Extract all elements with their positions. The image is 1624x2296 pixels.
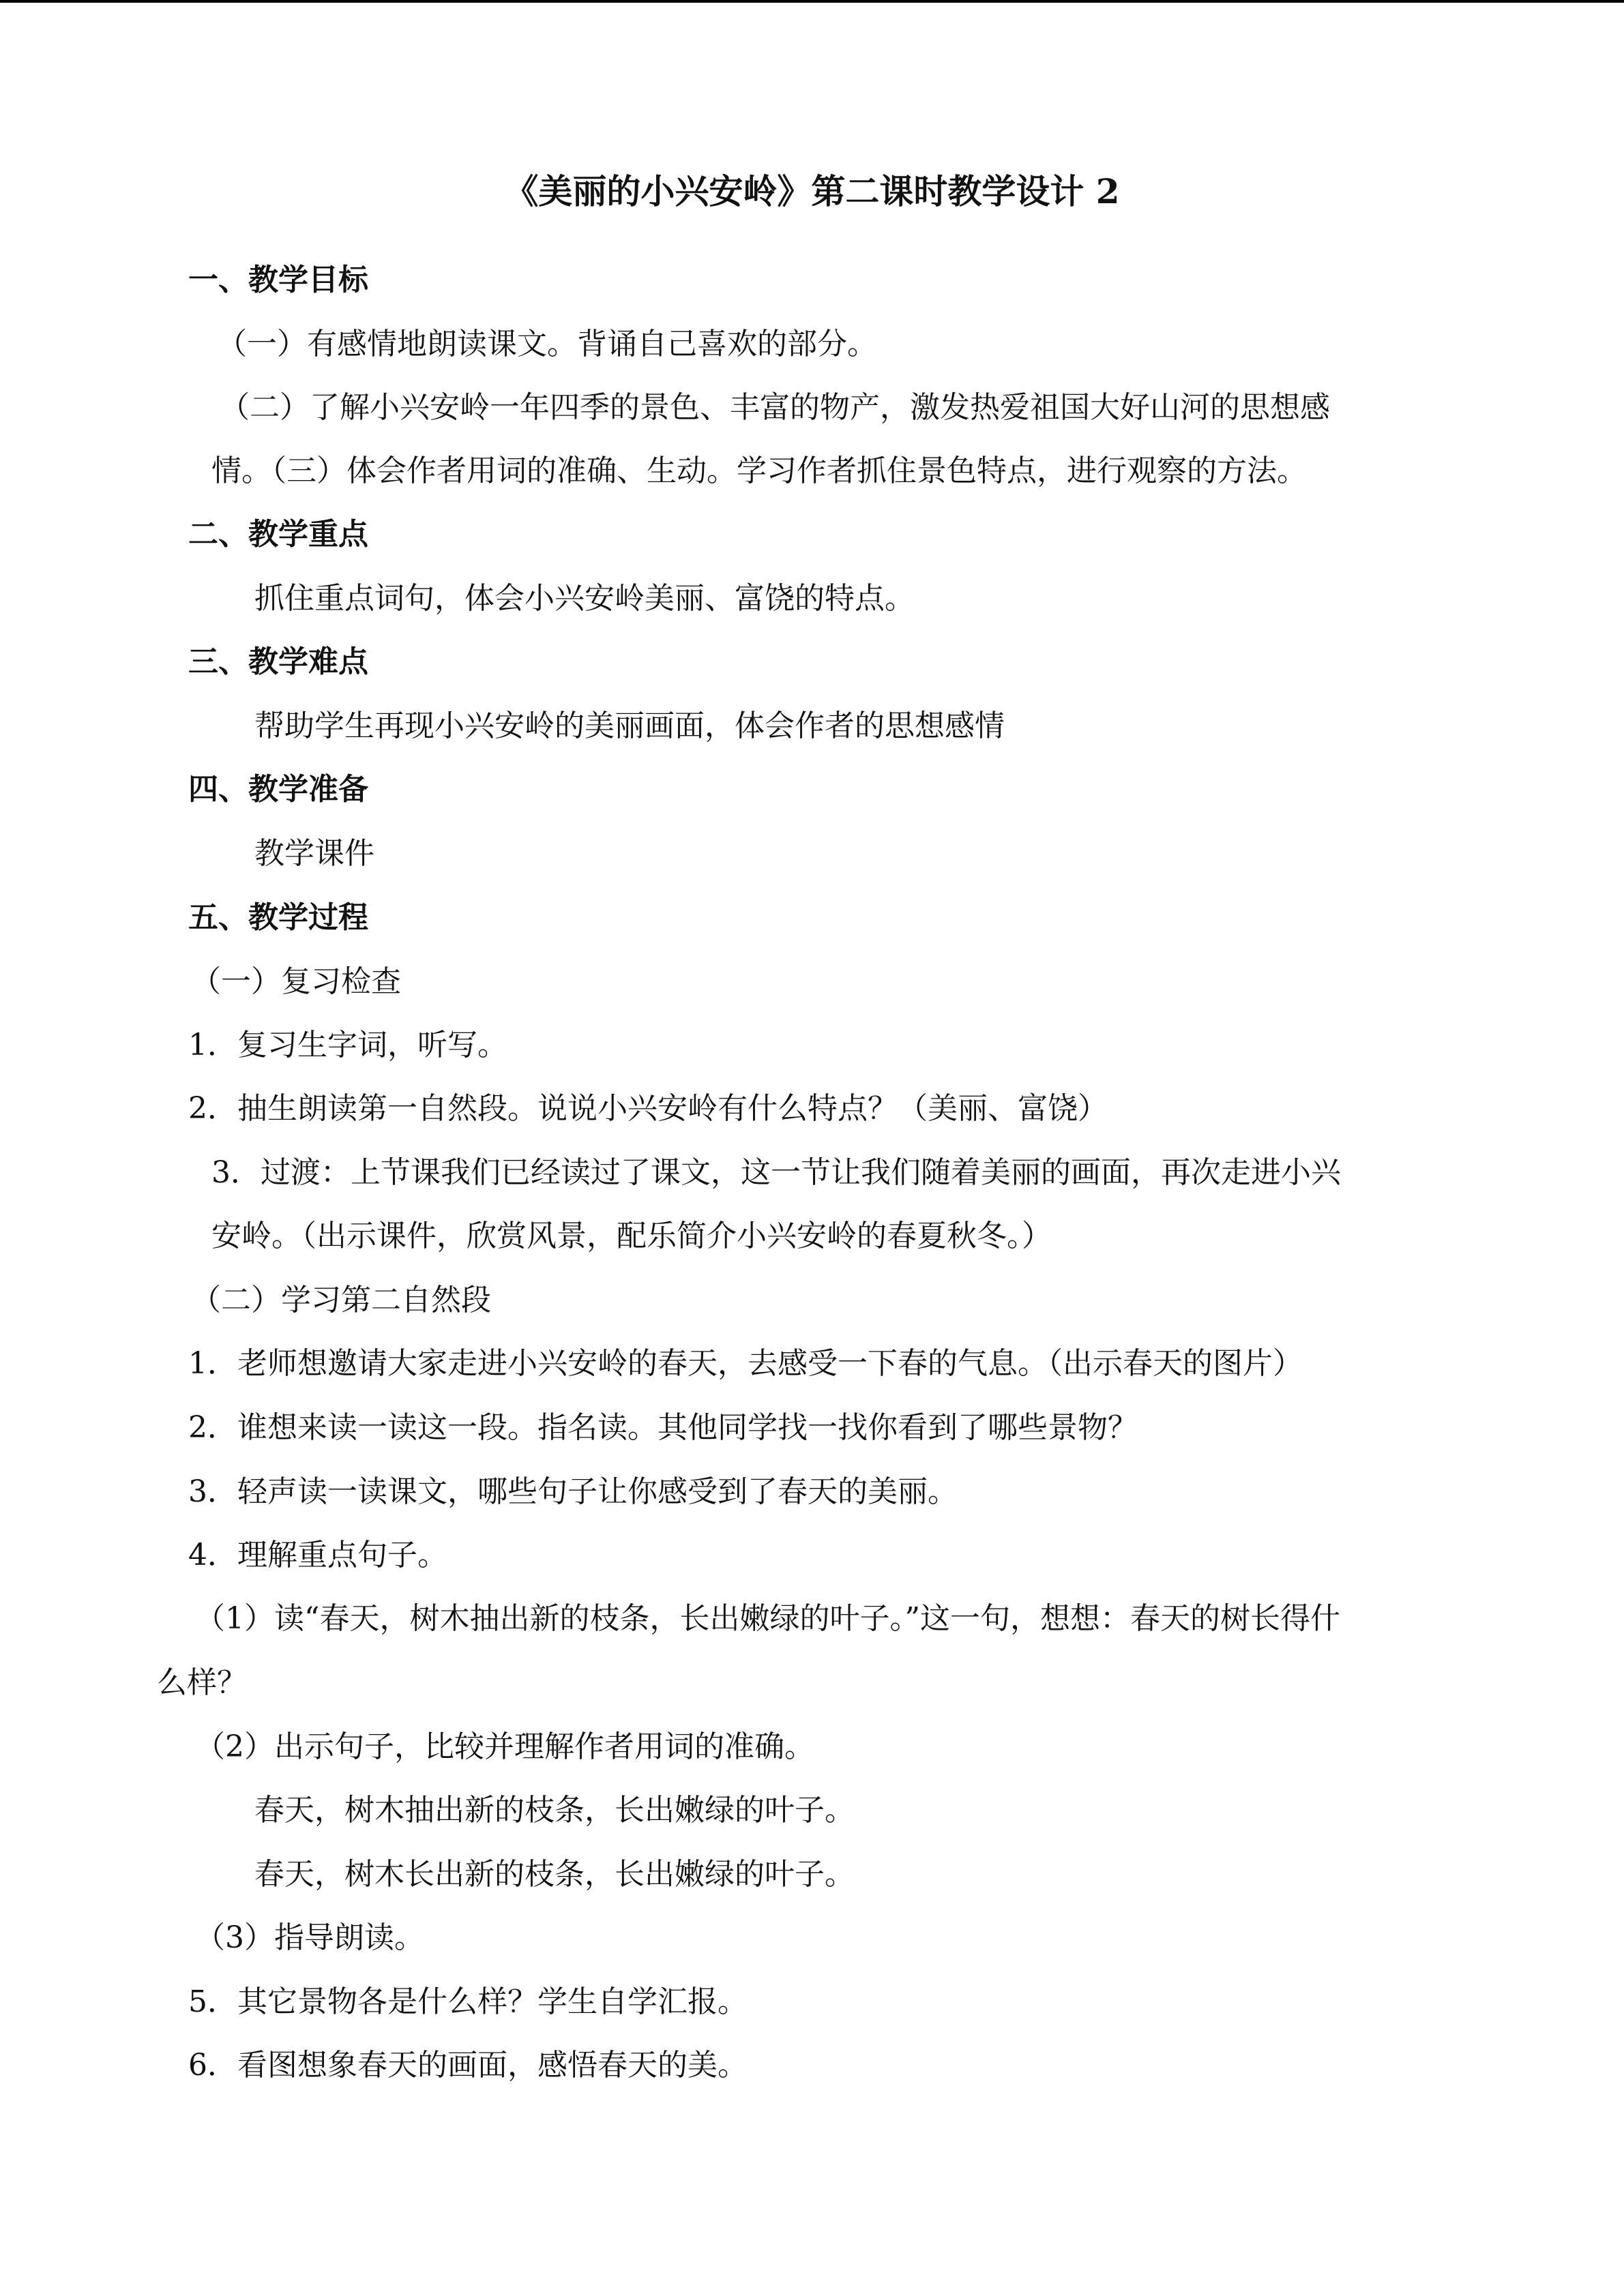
process-part2-item-2: 2．谁想来读一读这一段。指名读。其他同学找一找你看到了哪些景物？ bbox=[188, 1410, 1138, 1445]
process-part2-sub-1-line-1: （1）读“春天，树木抽出新的枝条，长出嫩绿的叶子。”这一句，想想：春天的树长得什 bbox=[195, 1601, 1340, 1636]
comparison-sentence-b: 春天，树木长出新的枝条，长出嫩绿的叶子。 bbox=[254, 1857, 855, 1892]
process-part2-sub-1-line-2: 么样？ bbox=[157, 1665, 247, 1700]
section-heading-key-points: 二、教学重点 bbox=[188, 517, 368, 552]
document-title: 《美丽的小兴安岭》第二课时教学设计 2 bbox=[504, 171, 1120, 211]
process-part2-item-1: 1．老师想邀请大家走进小兴安岭的春天，去感受一下春的气息。（出示春天的图片） bbox=[188, 1346, 1303, 1381]
process-part2-sub-2: （2）出示句子，比较并理解作者用词的准确。 bbox=[195, 1729, 814, 1764]
process-part1-item-2: 2．抽生朗读第一自然段。说说小兴安岭有什么特点？（美丽、富饶） bbox=[188, 1091, 1108, 1126]
key-points-text: 抓住重点词句，体会小兴安岭美丽、富饶的特点。 bbox=[254, 581, 915, 616]
process-part2-item-4: 4．理解重点句子。 bbox=[188, 1538, 447, 1572]
section-heading-objectives: 一、教学目标 bbox=[188, 263, 368, 297]
process-part1-title: （一）复习检查 bbox=[191, 964, 401, 999]
comparison-sentence-a: 春天，树木抽出新的枝条，长出嫩绿的叶子。 bbox=[254, 1793, 855, 1828]
process-part2-title: （二）学习第二自然段 bbox=[191, 1283, 491, 1317]
section-heading-process: 五、教学过程 bbox=[188, 900, 368, 935]
preparation-text: 教学课件 bbox=[254, 836, 374, 871]
process-part2-item-3: 3．轻声读一读课文，哪些句子让你感受到了春天的美丽。 bbox=[188, 1474, 958, 1509]
process-part1-item-3-line-2: 安岭。（出示课件，欣赏风景，配乐简介小兴安岭的春夏秋冬。） bbox=[211, 1219, 1052, 1253]
process-part1-item-3-line-1: 3．过渡：上节课我们已经读过了课文，这一节让我们随着美丽的画面，再次走进小兴 bbox=[211, 1155, 1341, 1190]
objective-line-1: （一）有感情地朗读课文。背诵自己喜欢的部分。 bbox=[217, 327, 877, 361]
section-heading-difficulties: 三、教学难点 bbox=[188, 644, 368, 679]
objective-line-2: （二）了解小兴安岭一年四季的景色、丰富的物产，激发热爱祖国大好山河的思想感 bbox=[220, 390, 1330, 425]
process-part2-item-6: 6．看图想象春天的画面，感悟春天的美。 bbox=[188, 2048, 748, 2083]
process-part2-sub-3: （3）指导朗读。 bbox=[195, 1920, 424, 1955]
difficulties-text: 帮助学生再现小兴安岭的美丽画面，体会作者的思想感情 bbox=[254, 709, 1005, 743]
process-part1-item-1: 1．复习生字词，听写。 bbox=[188, 1028, 507, 1062]
top-border-line bbox=[0, 0, 1624, 3]
process-part2-item-5: 5．其它景物各是什么样？学生自学汇报。 bbox=[188, 1984, 748, 2019]
section-heading-preparation: 四、教学准备 bbox=[188, 772, 368, 807]
objective-line-3: 情。（三）体会作者用词的准确、生动。学习作者抓住景色特点，进行观察的方法。 bbox=[211, 453, 1307, 488]
